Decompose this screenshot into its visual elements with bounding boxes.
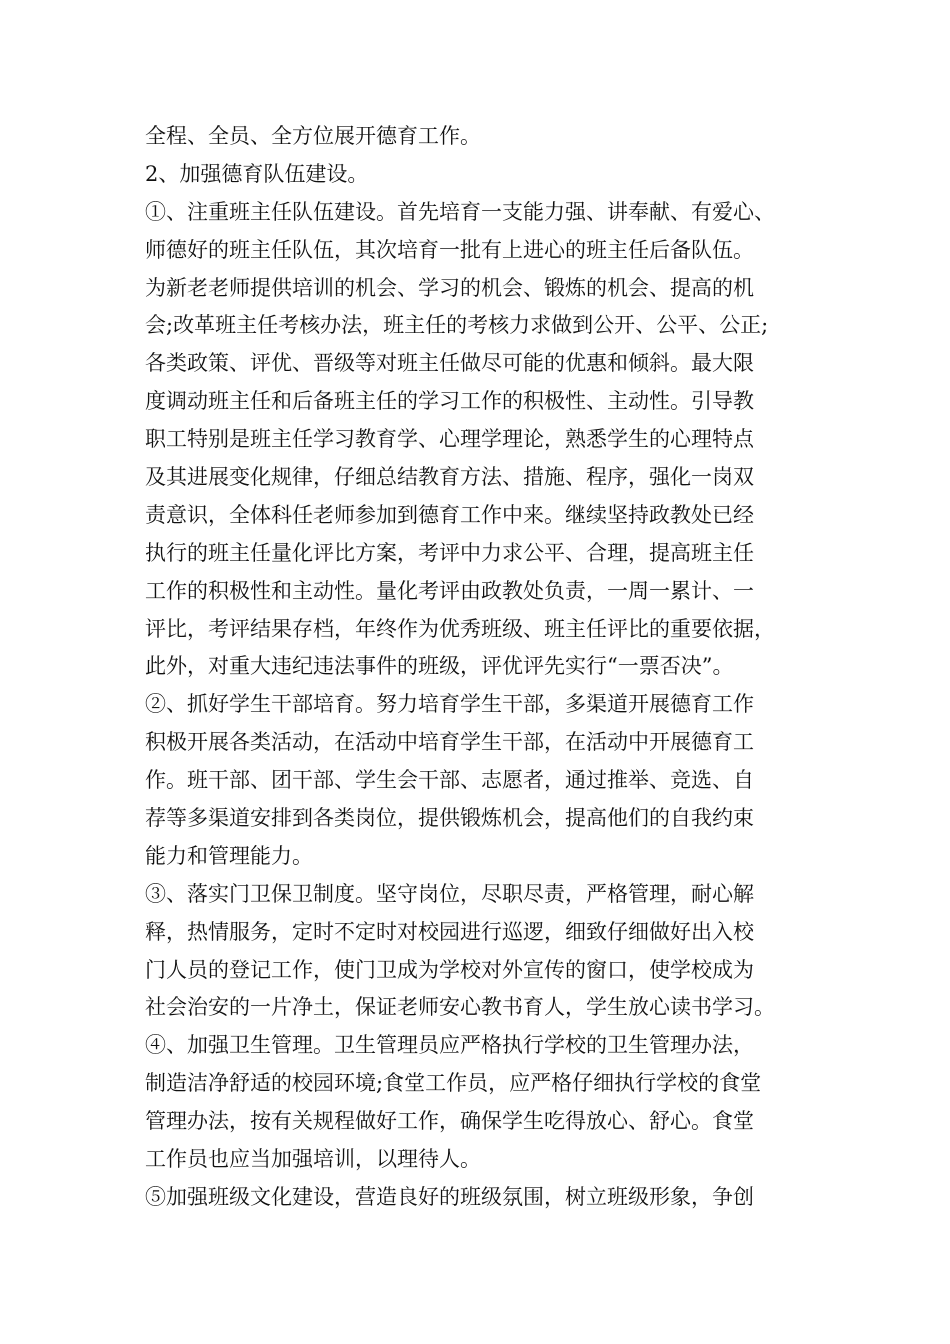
text-line: 荐等多渠道安排到各类岗位，提供锻炼机会，提高他们的自我约束 [145,806,754,831]
text-line: 管理办法，按有关规程做好工作，确保学生吃得放心、舒心。食堂 [145,1109,754,1134]
text-line: 责意识，全体科任老师参加到德育工作中来。继续坚持政教处已经 [145,502,754,527]
text-line: 度调动班主任和后备班主任的学习工作的积极性、主动性。引导教 [145,389,754,414]
text-line: 评比，考评结果存档，年终作为优秀班级、班主任评比的重要依据， [145,616,775,641]
text-line: ⑤加强班级文化建设，营造良好的班级氛围，树立班级形象，争创 [145,1184,754,1209]
text-line: 制造洁净舒适的校园环境;食堂工作员，应严格仔细执行学校的食堂 [145,1071,762,1096]
text-line: 能力和管理能力。 [145,843,313,868]
text-line: ②、抓好学生干部培育。努力培育学生干部，多渠道开展德育工作 [145,692,754,717]
text-line: 会;改革班主任考核办法，班主任的考核力求做到公开、公平、公正; [145,313,769,338]
text-line: 及其进展变化规律，仔细总结教育方法、措施、程序，强化一岗双 [145,465,754,490]
text-line: 积极开展各类活动，在活动中培育学生干部，在活动中开展德育工 [145,730,754,755]
document-body [145,118,845,1217]
text-line: 工作员也应当加强培训，以理待人。 [145,1147,481,1172]
text-line: 全程、全员、全方位展开德育工作。 [145,124,481,148]
text-line: 为新老老师提供培训的机会、学习的机会、锻炼的机会、提高的机 [145,275,754,300]
text-line: ④、加强卫生管理。卫生管理员应严格执行学校的卫生管理办法， [145,1033,754,1058]
text-line: 门人员的登记工作，使门卫成为学校对外宣传的窗口，使学校成为 [145,957,754,982]
text-line: 职工特别是班主任学习教育学、心理学理论，熟悉学生的心理特点 [145,427,754,452]
section-heading: 2、加强德育队伍建设。 [145,161,369,186]
text-line: 师德好的班主任队伍，其次培育一批有上进心的班主任后备队伍。 [145,237,754,262]
text-line: 各类政策、评优、晋级等对班主任做尽可能的优惠和倾斜。最大限 [145,351,754,376]
text-line: 此外，对重大违纪违法事件的班级，评优评先实行“一票否决”。 [145,654,734,679]
text-line: ③、落实门卫保卫制度。坚守岗位，尽职尽责，严格管理，耐心解 [145,881,754,906]
text-line: 释，热情服务，定时不定时对校园进行巡逻，细致仔细做好出入校 [145,919,754,944]
text-line: ①、注重班主任队伍建设。首先培育一支能力强、讲奉献、有爱心、 [145,199,775,224]
text-line: 社会治安的一片净土，保证老师安心教书育人，学生放心读书学习。 [145,995,775,1020]
text-line: 执行的班主任量化评比方案，考评中力求公平、合理，提高班主任 [145,540,754,565]
text-line: 工作的积极性和主动性。量化考评由政教处负责，一周一累计、一 [145,578,754,603]
text-line: 作。班干部、团干部、学生会干部、志愿者，通过推举、竞选、自 [145,768,754,793]
